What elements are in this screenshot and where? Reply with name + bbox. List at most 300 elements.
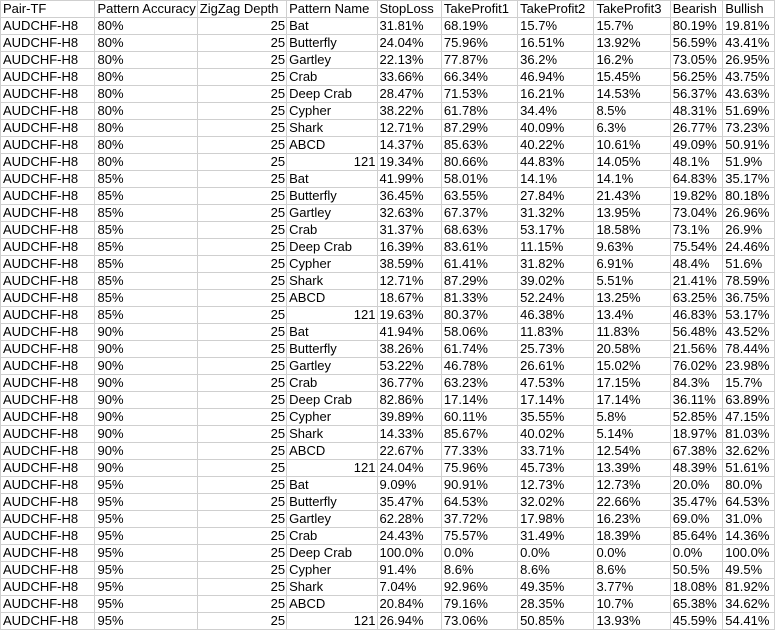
table-cell[interactable]: 80% (95, 103, 197, 120)
table-cell[interactable]: 25 (197, 69, 286, 86)
table-cell[interactable]: AUDCHF-H8 (1, 613, 95, 630)
table-cell[interactable]: 78.59% (723, 273, 775, 290)
table-cell[interactable]: 85% (95, 290, 197, 307)
table-cell[interactable]: AUDCHF-H8 (1, 477, 95, 494)
table-cell[interactable]: 37.72% (441, 511, 517, 528)
table-cell[interactable]: 3.77% (594, 579, 670, 596)
table-cell[interactable]: AUDCHF-H8 (1, 528, 95, 545)
table-cell[interactable]: 22.66% (594, 494, 670, 511)
table-cell[interactable]: 25 (197, 613, 286, 630)
table-cell[interactable]: Bat (287, 324, 377, 341)
table-cell[interactable]: Gartley (287, 205, 377, 222)
table-cell[interactable]: 18.58% (594, 222, 670, 239)
table-cell[interactable]: 8.6% (594, 562, 670, 579)
table-cell[interactable]: 90% (95, 409, 197, 426)
table-cell[interactable]: 25 (197, 171, 286, 188)
table-cell[interactable]: 5.51% (594, 273, 670, 290)
table-cell[interactable]: 15.7% (518, 18, 594, 35)
table-cell[interactable]: AUDCHF-H8 (1, 239, 95, 256)
table-cell[interactable]: 36.11% (670, 392, 723, 409)
table-cell[interactable]: 8.6% (518, 562, 594, 579)
table-cell[interactable]: 95% (95, 562, 197, 579)
table-cell[interactable]: 15.02% (594, 358, 670, 375)
table-cell[interactable]: 46.78% (441, 358, 517, 375)
table-cell[interactable]: 92.96% (441, 579, 517, 596)
table-cell[interactable]: 5.14% (594, 426, 670, 443)
table-cell[interactable]: ABCD (287, 290, 377, 307)
table-cell[interactable]: 13.92% (594, 35, 670, 52)
table-cell[interactable]: 49.09% (670, 137, 723, 154)
table-cell[interactable]: 40.02% (518, 426, 594, 443)
table-cell[interactable]: 25 (197, 222, 286, 239)
table-cell[interactable]: 25 (197, 375, 286, 392)
table-cell[interactable]: 63.23% (441, 375, 517, 392)
table-cell[interactable]: Shark (287, 579, 377, 596)
table-cell[interactable]: 11.15% (518, 239, 594, 256)
table-cell[interactable]: 25 (197, 341, 286, 358)
table-cell[interactable]: 21.43% (594, 188, 670, 205)
table-cell[interactable]: 25 (197, 443, 286, 460)
table-cell[interactable]: 33.71% (518, 443, 594, 460)
table-cell[interactable]: 56.48% (670, 324, 723, 341)
table-cell[interactable]: 43.63% (723, 86, 775, 103)
table-cell[interactable]: 11.83% (594, 324, 670, 341)
table-cell[interactable]: 25 (197, 324, 286, 341)
table-cell[interactable]: 75.57% (441, 528, 517, 545)
table-cell[interactable]: 77.87% (441, 52, 517, 69)
table-cell[interactable]: 53.17% (518, 222, 594, 239)
table-cell[interactable]: 83.61% (441, 239, 517, 256)
table-cell[interactable]: 95% (95, 579, 197, 596)
table-cell[interactable]: Crab (287, 222, 377, 239)
table-cell[interactable]: 90% (95, 426, 197, 443)
table-cell[interactable]: Bat (287, 171, 377, 188)
table-cell[interactable]: Butterfly (287, 188, 377, 205)
table-cell[interactable]: 25 (197, 426, 286, 443)
table-cell[interactable]: 13.39% (594, 460, 670, 477)
table-cell[interactable]: Deep Crab (287, 239, 377, 256)
table-cell[interactable]: 64.53% (441, 494, 517, 511)
table-cell[interactable]: Deep Crab (287, 545, 377, 562)
table-cell[interactable]: 64.53% (723, 494, 775, 511)
table-cell[interactable]: 51.69% (723, 103, 775, 120)
table-cell[interactable]: 121 (287, 460, 377, 477)
table-cell[interactable]: 26.95% (723, 52, 775, 69)
table-cell[interactable]: 78.44% (723, 341, 775, 358)
table-cell[interactable]: 5.8% (594, 409, 670, 426)
table-cell[interactable]: 20.84% (377, 596, 441, 613)
table-cell[interactable]: 22.67% (377, 443, 441, 460)
table-cell[interactable]: 80% (95, 52, 197, 69)
table-cell[interactable]: 25 (197, 409, 286, 426)
table-cell[interactable]: 19.81% (723, 18, 775, 35)
table-cell[interactable]: AUDCHF-H8 (1, 426, 95, 443)
table-cell[interactable]: 32.63% (377, 205, 441, 222)
table-cell[interactable]: 73.23% (723, 120, 775, 137)
table-cell[interactable]: AUDCHF-H8 (1, 358, 95, 375)
table-cell[interactable]: 25 (197, 188, 286, 205)
table-cell[interactable]: 75.96% (441, 35, 517, 52)
table-cell[interactable]: AUDCHF-H8 (1, 409, 95, 426)
table-cell[interactable]: 90% (95, 375, 197, 392)
table-cell[interactable]: 25 (197, 545, 286, 562)
table-cell[interactable]: 51.6% (723, 256, 775, 273)
table-cell[interactable]: 25 (197, 86, 286, 103)
table-cell[interactable]: 36.75% (723, 290, 775, 307)
table-cell[interactable]: 85.64% (670, 528, 723, 545)
table-cell[interactable]: 19.63% (377, 307, 441, 324)
table-cell[interactable]: 85% (95, 171, 197, 188)
table-cell[interactable]: 71.53% (441, 86, 517, 103)
column-header[interactable]: TakeProfit1 (441, 1, 517, 18)
table-cell[interactable]: AUDCHF-H8 (1, 562, 95, 579)
table-cell[interactable]: 18.97% (670, 426, 723, 443)
table-cell[interactable]: 39.02% (518, 273, 594, 290)
table-cell[interactable]: 45.59% (670, 613, 723, 630)
table-cell[interactable]: 0.0% (518, 545, 594, 562)
column-header[interactable]: Pair-TF (1, 1, 95, 18)
table-cell[interactable]: 60.11% (441, 409, 517, 426)
table-cell[interactable]: 95% (95, 613, 197, 630)
table-cell[interactable]: Butterfly (287, 35, 377, 52)
table-cell[interactable]: 44.83% (518, 154, 594, 171)
table-cell[interactable]: 80% (95, 86, 197, 103)
table-cell[interactable]: 80.37% (441, 307, 517, 324)
table-cell[interactable]: AUDCHF-H8 (1, 256, 95, 273)
table-cell[interactable]: Cypher (287, 256, 377, 273)
table-cell[interactable]: AUDCHF-H8 (1, 120, 95, 137)
table-cell[interactable]: 12.73% (594, 477, 670, 494)
table-cell[interactable]: 80.18% (723, 188, 775, 205)
table-cell[interactable]: 26.61% (518, 358, 594, 375)
table-cell[interactable]: 25 (197, 494, 286, 511)
table-cell[interactable]: 25 (197, 137, 286, 154)
column-header[interactable]: Bullish (723, 1, 775, 18)
column-header[interactable]: TakeProfit2 (518, 1, 594, 18)
table-cell[interactable]: 12.73% (518, 477, 594, 494)
table-cell[interactable]: 25 (197, 392, 286, 409)
table-cell[interactable]: 26.96% (723, 205, 775, 222)
table-cell[interactable]: AUDCHF-H8 (1, 511, 95, 528)
table-cell[interactable]: 80% (95, 35, 197, 52)
table-cell[interactable]: 90% (95, 358, 197, 375)
table-cell[interactable]: 73.1% (670, 222, 723, 239)
table-cell[interactable]: 47.15% (723, 409, 775, 426)
table-cell[interactable]: 8.6% (441, 562, 517, 579)
table-cell[interactable]: 18.39% (594, 528, 670, 545)
table-cell[interactable]: 8.5% (594, 103, 670, 120)
column-header[interactable]: StopLoss (377, 1, 441, 18)
table-cell[interactable]: 17.14% (594, 392, 670, 409)
table-cell[interactable]: AUDCHF-H8 (1, 443, 95, 460)
table-cell[interactable]: 9.09% (377, 477, 441, 494)
table-cell[interactable]: AUDCHF-H8 (1, 494, 95, 511)
table-cell[interactable]: 75.96% (441, 460, 517, 477)
table-cell[interactable]: 100.0% (377, 545, 441, 562)
table-cell[interactable]: 95% (95, 528, 197, 545)
table-cell[interactable]: 0.0% (441, 545, 517, 562)
table-cell[interactable]: ABCD (287, 137, 377, 154)
table-cell[interactable]: AUDCHF-H8 (1, 460, 95, 477)
table-cell[interactable]: 85% (95, 256, 197, 273)
table-cell[interactable]: 25 (197, 239, 286, 256)
table-cell[interactable]: 80% (95, 18, 197, 35)
table-cell[interactable]: Shark (287, 120, 377, 137)
table-cell[interactable]: 20.0% (670, 477, 723, 494)
table-cell[interactable]: 25 (197, 307, 286, 324)
table-cell[interactable]: 16.51% (518, 35, 594, 52)
table-cell[interactable]: AUDCHF-H8 (1, 273, 95, 290)
table-cell[interactable]: 25 (197, 477, 286, 494)
table-cell[interactable]: Bat (287, 18, 377, 35)
table-cell[interactable]: 48.31% (670, 103, 723, 120)
table-cell[interactable]: Crab (287, 69, 377, 86)
table-cell[interactable]: AUDCHF-H8 (1, 86, 95, 103)
table-cell[interactable]: 25 (197, 511, 286, 528)
table-cell[interactable]: AUDCHF-H8 (1, 222, 95, 239)
table-cell[interactable]: 25 (197, 35, 286, 52)
table-cell[interactable]: 21.41% (670, 273, 723, 290)
table-cell[interactable]: 95% (95, 596, 197, 613)
table-cell[interactable]: Shark (287, 273, 377, 290)
table-cell[interactable]: 25 (197, 205, 286, 222)
table-cell[interactable]: 80.19% (670, 18, 723, 35)
table-cell[interactable]: 85% (95, 205, 197, 222)
table-cell[interactable]: 24.04% (377, 35, 441, 52)
table-cell[interactable]: 82.86% (377, 392, 441, 409)
table-cell[interactable]: 31.0% (723, 511, 775, 528)
table-cell[interactable]: 32.62% (723, 443, 775, 460)
table-cell[interactable]: 68.63% (441, 222, 517, 239)
table-cell[interactable]: 87.29% (441, 120, 517, 137)
table-cell[interactable]: 66.34% (441, 69, 517, 86)
table-cell[interactable]: 13.95% (594, 205, 670, 222)
table-cell[interactable]: 25 (197, 18, 286, 35)
table-cell[interactable]: AUDCHF-H8 (1, 324, 95, 341)
table-cell[interactable]: 17.98% (518, 511, 594, 528)
table-cell[interactable]: 20.58% (594, 341, 670, 358)
table-cell[interactable]: 14.37% (377, 137, 441, 154)
table-cell[interactable]: 85.67% (441, 426, 517, 443)
table-cell[interactable]: 85% (95, 239, 197, 256)
table-cell[interactable]: Gartley (287, 511, 377, 528)
table-cell[interactable]: 38.22% (377, 103, 441, 120)
table-cell[interactable]: 26.9% (723, 222, 775, 239)
table-cell[interactable]: 36.45% (377, 188, 441, 205)
table-cell[interactable]: AUDCHF-H8 (1, 103, 95, 120)
table-cell[interactable]: 75.54% (670, 239, 723, 256)
table-cell[interactable]: 25.73% (518, 341, 594, 358)
table-cell[interactable]: 81.92% (723, 579, 775, 596)
table-cell[interactable]: 24.04% (377, 460, 441, 477)
table-cell[interactable]: 49.35% (518, 579, 594, 596)
table-cell[interactable]: 27.84% (518, 188, 594, 205)
table-cell[interactable]: 28.47% (377, 86, 441, 103)
table-cell[interactable]: 40.09% (518, 120, 594, 137)
table-cell[interactable]: 19.34% (377, 154, 441, 171)
table-cell[interactable]: 85% (95, 222, 197, 239)
table-cell[interactable]: 76.02% (670, 358, 723, 375)
table-cell[interactable]: 14.33% (377, 426, 441, 443)
table-cell[interactable]: Bat (287, 477, 377, 494)
table-cell[interactable]: 43.75% (723, 69, 775, 86)
table-cell[interactable]: 90% (95, 341, 197, 358)
table-cell[interactable]: 121 (287, 613, 377, 630)
table-cell[interactable]: 69.0% (670, 511, 723, 528)
table-cell[interactable]: 95% (95, 477, 197, 494)
table-cell[interactable]: Deep Crab (287, 392, 377, 409)
table-cell[interactable]: Shark (287, 426, 377, 443)
table-cell[interactable]: Gartley (287, 358, 377, 375)
table-cell[interactable]: 15.7% (594, 18, 670, 35)
table-cell[interactable]: 63.25% (670, 290, 723, 307)
table-cell[interactable]: 95% (95, 545, 197, 562)
table-cell[interactable]: Gartley (287, 52, 377, 69)
table-cell[interactable]: 80.0% (723, 477, 775, 494)
table-cell[interactable]: 25 (197, 290, 286, 307)
table-cell[interactable]: 26.77% (670, 120, 723, 137)
table-cell[interactable]: 18.08% (670, 579, 723, 596)
table-cell[interactable]: 79.16% (441, 596, 517, 613)
table-cell[interactable]: 12.54% (594, 443, 670, 460)
table-cell[interactable]: Cypher (287, 409, 377, 426)
table-cell[interactable]: AUDCHF-H8 (1, 35, 95, 52)
table-cell[interactable]: 85.63% (441, 137, 517, 154)
table-cell[interactable]: 16.2% (594, 52, 670, 69)
table-cell[interactable]: ABCD (287, 596, 377, 613)
table-cell[interactable]: 52.24% (518, 290, 594, 307)
table-cell[interactable]: Crab (287, 528, 377, 545)
table-cell[interactable]: 35.47% (377, 494, 441, 511)
table-cell[interactable]: AUDCHF-H8 (1, 188, 95, 205)
table-cell[interactable]: 6.3% (594, 120, 670, 137)
table-cell[interactable]: 31.81% (377, 18, 441, 35)
table-cell[interactable]: 63.89% (723, 392, 775, 409)
table-cell[interactable]: 9.63% (594, 239, 670, 256)
table-cell[interactable]: 43.41% (723, 35, 775, 52)
table-cell[interactable]: 56.25% (670, 69, 723, 86)
table-cell[interactable]: 31.32% (518, 205, 594, 222)
table-cell[interactable]: 121 (287, 307, 377, 324)
table-cell[interactable]: 31.37% (377, 222, 441, 239)
table-cell[interactable]: Deep Crab (287, 86, 377, 103)
table-cell[interactable]: 84.3% (670, 375, 723, 392)
column-header[interactable]: ZigZag Depth (197, 1, 286, 18)
table-cell[interactable]: AUDCHF-H8 (1, 18, 95, 35)
table-cell[interactable]: 85% (95, 188, 197, 205)
table-cell[interactable]: 90.91% (441, 477, 517, 494)
table-cell[interactable]: AUDCHF-H8 (1, 52, 95, 69)
table-cell[interactable]: 13.25% (594, 290, 670, 307)
table-cell[interactable]: 46.83% (670, 307, 723, 324)
table-cell[interactable]: 15.7% (723, 375, 775, 392)
table-cell[interactable]: 25 (197, 358, 286, 375)
table-cell[interactable]: 13.4% (594, 307, 670, 324)
table-cell[interactable]: 41.99% (377, 171, 441, 188)
table-cell[interactable]: 32.02% (518, 494, 594, 511)
table-cell[interactable]: AUDCHF-H8 (1, 375, 95, 392)
table-cell[interactable]: Crab (287, 375, 377, 392)
table-cell[interactable]: 25 (197, 596, 286, 613)
table-cell[interactable]: 14.05% (594, 154, 670, 171)
table-cell[interactable]: 14.53% (594, 86, 670, 103)
table-cell[interactable]: 54.41% (723, 613, 775, 630)
table-cell[interactable]: 53.17% (723, 307, 775, 324)
table-cell[interactable]: 25 (197, 154, 286, 171)
table-cell[interactable]: 121 (287, 154, 377, 171)
table-cell[interactable]: 35.17% (723, 171, 775, 188)
column-header[interactable]: Bearish (670, 1, 723, 18)
table-cell[interactable]: 65.38% (670, 596, 723, 613)
table-cell[interactable]: 87.29% (441, 273, 517, 290)
table-cell[interactable]: 10.7% (594, 596, 670, 613)
table-cell[interactable]: 46.94% (518, 69, 594, 86)
table-cell[interactable]: 41.94% (377, 324, 441, 341)
table-cell[interactable]: 31.82% (518, 256, 594, 273)
table-cell[interactable]: 49.5% (723, 562, 775, 579)
table-cell[interactable]: 90% (95, 324, 197, 341)
table-cell[interactable]: 61.74% (441, 341, 517, 358)
table-cell[interactable]: 80% (95, 69, 197, 86)
table-cell[interactable]: 15.45% (594, 69, 670, 86)
table-cell[interactable]: 81.33% (441, 290, 517, 307)
table-cell[interactable]: 11.83% (518, 324, 594, 341)
table-cell[interactable]: 38.59% (377, 256, 441, 273)
table-cell[interactable]: 73.06% (441, 613, 517, 630)
table-cell[interactable]: 14.36% (723, 528, 775, 545)
table-cell[interactable]: 7.04% (377, 579, 441, 596)
table-cell[interactable]: 95% (95, 494, 197, 511)
table-cell[interactable]: 91.4% (377, 562, 441, 579)
table-cell[interactable]: 34.62% (723, 596, 775, 613)
table-cell[interactable]: 40.22% (518, 137, 594, 154)
table-cell[interactable]: 18.67% (377, 290, 441, 307)
table-cell[interactable]: 39.89% (377, 409, 441, 426)
table-cell[interactable]: 12.71% (377, 273, 441, 290)
table-cell[interactable]: AUDCHF-H8 (1, 545, 95, 562)
table-cell[interactable]: Butterfly (287, 341, 377, 358)
table-cell[interactable]: 25 (197, 528, 286, 545)
table-cell[interactable]: 17.14% (518, 392, 594, 409)
table-cell[interactable]: 25 (197, 120, 286, 137)
table-cell[interactable]: 67.37% (441, 205, 517, 222)
table-cell[interactable]: 47.53% (518, 375, 594, 392)
table-cell[interactable]: 25 (197, 562, 286, 579)
table-cell[interactable]: 77.33% (441, 443, 517, 460)
table-cell[interactable]: 25 (197, 460, 286, 477)
table-cell[interactable]: 48.4% (670, 256, 723, 273)
table-cell[interactable]: 56.37% (670, 86, 723, 103)
table-cell[interactable]: 63.55% (441, 188, 517, 205)
table-cell[interactable]: AUDCHF-H8 (1, 392, 95, 409)
table-cell[interactable]: 95% (95, 511, 197, 528)
table-cell[interactable]: 38.26% (377, 341, 441, 358)
table-cell[interactable]: 14.1% (518, 171, 594, 188)
table-cell[interactable]: 33.66% (377, 69, 441, 86)
table-cell[interactable]: 56.59% (670, 35, 723, 52)
table-cell[interactable]: 50.91% (723, 137, 775, 154)
table-cell[interactable]: 21.56% (670, 341, 723, 358)
table-cell[interactable]: 50.5% (670, 562, 723, 579)
table-cell[interactable]: AUDCHF-H8 (1, 137, 95, 154)
table-cell[interactable]: Cypher (287, 103, 377, 120)
table-cell[interactable]: 23.98% (723, 358, 775, 375)
table-cell[interactable]: 67.38% (670, 443, 723, 460)
table-cell[interactable]: 25 (197, 52, 286, 69)
table-cell[interactable]: AUDCHF-H8 (1, 307, 95, 324)
table-cell[interactable]: 14.1% (594, 171, 670, 188)
table-cell[interactable]: 10.61% (594, 137, 670, 154)
